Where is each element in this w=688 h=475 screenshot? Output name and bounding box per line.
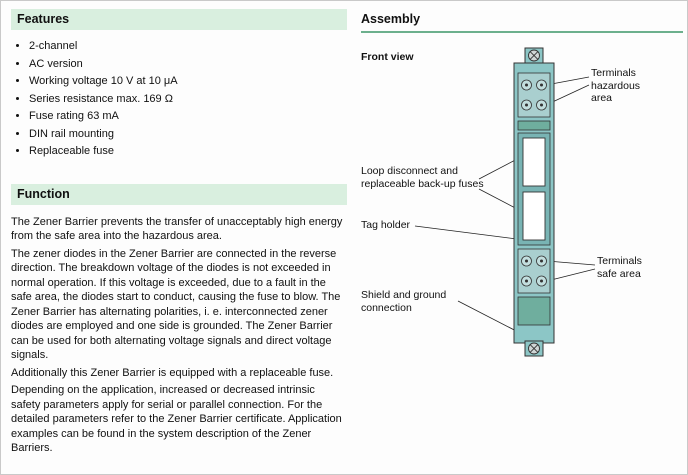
fuse-holders (518, 133, 550, 245)
features-list (11, 39, 347, 160)
feature-item: • DIN rail mounting (29, 127, 347, 143)
feature-item: • 2-channel (29, 39, 347, 55)
function-body (11, 215, 347, 456)
callout-shield-ground: Shield and ground connection (361, 289, 447, 314)
assembly-column (361, 9, 683, 431)
front-view-label: Front view (361, 51, 414, 63)
feature-item: • Working voltage 10 V at 10 μA (29, 74, 347, 90)
fuse-holder-bottom (523, 192, 545, 240)
top-mounting-screw-icon (525, 48, 543, 63)
function-paragraph: The zener diodes in the Zener Barrier are connected in the reverse direction. The breakdown voltage of the diodes is not exceeded in normal operation. If this voltage is exceeded, due to a fault in the safe area, the diodes start to conduct, causing the fuse to blow. The Zener Barrier has alternating polarities, i. e. interconnected zener diodes are employed and one side is grounded. The Zener Barrier can be used for both alternating voltage signals and direct voltage signals. (11, 247, 341, 361)
feature-item: • Series resistance max. 169 Ω (29, 92, 347, 108)
bottom-mounting-screw-icon (525, 341, 543, 356)
callout-terminals-safe: Terminals safe area (597, 255, 642, 280)
function-heading: Function (11, 184, 347, 205)
assembly-heading: Assembly (361, 9, 683, 33)
divider-band (518, 121, 550, 130)
feature-item: • Replaceable fuse (29, 144, 347, 160)
callout-loop-disconnect: Loop disconnect and replaceable back-up fuses (361, 165, 484, 190)
assembly-diagram (361, 39, 683, 431)
feature-item: • AC version (29, 57, 347, 73)
zener-barrier-device (509, 47, 559, 357)
function-paragraph: Depending on the application, increased or decreased intrinsic safety parameters apply for serial or parallel connection. For the detailed parameters refer to the Zener Barrier certificate. Application examples can be found in the system description of the Zener Barriers. (11, 384, 342, 454)
features-function-column (11, 9, 347, 459)
feature-item: • Fuse rating 63 mA (29, 109, 347, 125)
fuse-holder-top (523, 138, 545, 186)
terminals-hazardous-block (518, 73, 550, 117)
callout-terminals-hazardous: Terminals hazardous area (591, 67, 641, 104)
features-heading: Features (11, 9, 347, 30)
function-paragraph: Additionally this Zener Barrier is equipped with a replaceable fuse. (11, 366, 334, 379)
callout-tag-holder: Tag holder (361, 219, 411, 231)
terminals-safe-block (518, 249, 550, 293)
shield-ground-band (518, 297, 550, 325)
function-paragraph: The Zener Barrier prevents the transfer of unacceptably high energy from the safe area into the hazardous area. (11, 215, 343, 242)
